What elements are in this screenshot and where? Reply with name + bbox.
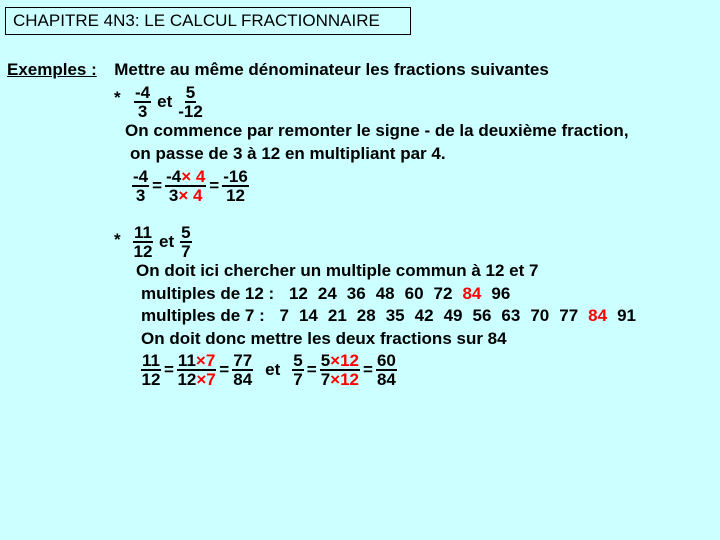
et-word: et xyxy=(265,360,281,379)
ex1-fraction-1 xyxy=(134,84,151,120)
denominator: 12 xyxy=(141,370,161,389)
multiple-value: 70 xyxy=(530,306,550,325)
instruction-text: Mettre au même dénominateur les fractions suivantes xyxy=(114,60,549,79)
numerator xyxy=(320,352,360,371)
multiplier: ×12 xyxy=(330,351,359,370)
numerator-base: -4 xyxy=(166,167,182,186)
ex2-fraction-1 xyxy=(133,224,153,260)
multiplier: ×7 xyxy=(196,370,216,389)
ex2-fractions xyxy=(133,224,192,260)
multiple-value: 42 xyxy=(414,306,434,325)
equals-sign: = xyxy=(306,360,317,379)
multiplier: × 4 xyxy=(178,186,203,205)
ex1-calc-fraction-a xyxy=(132,168,149,204)
multiple-value: 28 xyxy=(356,306,376,325)
multiple-value: 72 xyxy=(433,284,453,303)
numerator: -16 xyxy=(223,167,248,186)
equals-sign: = xyxy=(363,360,373,379)
numerator-base: 11 xyxy=(177,351,196,370)
multiple-value: 35 xyxy=(385,306,405,325)
multiple-value: 63 xyxy=(501,306,521,325)
denominator-base: 12 xyxy=(177,370,197,389)
bullet-star-2: * xyxy=(114,230,121,249)
denominator xyxy=(177,371,215,388)
numerator-base: 5 xyxy=(320,351,331,370)
ex1-calc-fraction-c xyxy=(222,168,249,204)
multiples-label: multiples de 7 : xyxy=(141,306,265,325)
denominator: 84 xyxy=(376,370,396,389)
multiple-value: 36 xyxy=(346,284,366,303)
ex2-calc2-fraction-c xyxy=(376,352,397,388)
multiple-value: 84 xyxy=(588,306,608,325)
denominator-base: 7 xyxy=(320,370,331,389)
denominator: 3 xyxy=(135,186,146,205)
denominator: 7 xyxy=(293,370,303,389)
ex1-calculation xyxy=(132,168,249,204)
multiples-of-12-row xyxy=(141,284,510,304)
et-word: et xyxy=(158,232,175,251)
multiples-label: multiples de 12 : xyxy=(141,284,275,303)
numerator xyxy=(165,168,206,187)
multiples-of-7-row xyxy=(141,306,636,326)
multiple-value: 48 xyxy=(375,284,395,303)
equals-sign: = xyxy=(209,176,220,195)
examples-row xyxy=(7,60,549,80)
denominator: 3 xyxy=(137,102,148,121)
multiple-value: 49 xyxy=(443,306,463,325)
denominator: -12 xyxy=(178,102,203,121)
ex2-fraction-2 xyxy=(180,224,191,260)
ex1-explanation-2: on passe de 3 à 12 en multipliant par 4. xyxy=(130,144,446,163)
numerator: -4 xyxy=(133,167,149,186)
numerator: 77 xyxy=(233,351,253,370)
numerator: 11 xyxy=(134,223,152,242)
et-word: et xyxy=(157,92,173,111)
ex1-explanation-1: On commence par remonter le signe - de la deuxième fraction, xyxy=(125,121,629,140)
multiple-value: 7 xyxy=(279,306,289,325)
denominator: 12 xyxy=(133,242,153,261)
multiple-value: 12 xyxy=(288,284,308,303)
ex2-explanation-2: On doit donc mettre les deux fractions sur 84 xyxy=(141,329,507,348)
numerator xyxy=(177,352,216,371)
ex2-calc2-fraction-b xyxy=(320,352,360,388)
equals-sign: = xyxy=(152,176,163,195)
ex2-calc1-fraction-a xyxy=(141,352,161,388)
ex1-calc-fraction-b xyxy=(165,168,206,204)
multiple-value: 84 xyxy=(462,284,482,303)
ex2-calc1-fraction-c xyxy=(232,352,253,388)
multiple-value: 77 xyxy=(559,306,579,325)
ex2-calc1-fraction-b xyxy=(177,352,216,388)
multiplier: ×7 xyxy=(195,351,216,370)
numerator: 5 xyxy=(185,83,196,102)
numerator: 11 xyxy=(142,351,160,370)
denominator: 84 xyxy=(233,370,253,389)
multiples-values xyxy=(279,284,510,303)
numerator: 60 xyxy=(376,351,396,370)
multiple-value: 14 xyxy=(298,306,318,325)
multiple-value: 96 xyxy=(491,284,511,303)
multiple-value: 56 xyxy=(472,306,492,325)
equals-sign: = xyxy=(163,360,174,379)
denominator: 7 xyxy=(181,242,191,261)
multiplier: × 4 xyxy=(181,167,206,186)
multiple-value: 21 xyxy=(327,306,347,325)
denominator: 12 xyxy=(226,186,245,205)
bullet-star-1: * xyxy=(114,88,121,107)
denominator xyxy=(169,187,203,204)
numerator: 5 xyxy=(181,223,191,242)
chapter-title: CHAPITRE 4N3: LE CALCUL FRACTIONNAIRE xyxy=(5,7,411,35)
multiples-values xyxy=(269,306,636,325)
numerator: 5 xyxy=(293,351,303,370)
ex2-calc2-fraction-a xyxy=(292,352,303,388)
ex1-fraction-2 xyxy=(178,84,203,120)
ex2-explanation-1: On doit ici chercher un multiple commun à 12 et 7 xyxy=(136,261,539,280)
multiple-value: 24 xyxy=(317,284,337,303)
ex2-calculation xyxy=(141,352,397,388)
examples-label: Exemples : xyxy=(7,60,97,79)
numerator: -4 xyxy=(135,83,151,102)
multiple-value: 91 xyxy=(617,306,637,325)
multiple-value: 60 xyxy=(404,284,424,303)
multiplier: ×12 xyxy=(330,370,359,389)
equals-sign: = xyxy=(219,360,230,379)
denominator-base: 3 xyxy=(168,186,179,205)
ex1-fractions xyxy=(134,84,203,120)
denominator xyxy=(321,371,359,388)
